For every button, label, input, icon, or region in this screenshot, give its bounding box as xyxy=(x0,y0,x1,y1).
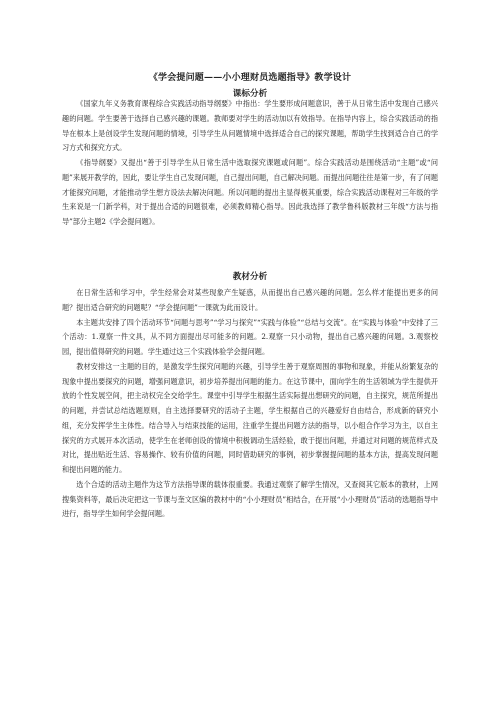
section-heading-curriculum: 课标分析 xyxy=(232,89,268,99)
paragraph: 《国家九年义务教育课程综合实践活动指导纲要》中指出：学生要形成问题意识，善于从日常生活中发现自己感兴趣的问题。学生要善于选择自己感兴趣的课题。教师要对学生的活动加以有效指导。在指导内容上，综合实践活动的指导在根本上是创设学生发现问题的情境，引导学生从问题情境中选择适合自己的探究课题，帮助学生找到适合自己的学习方式和探究方式。 xyxy=(62,99,438,153)
paragraph: 在日常生活和学习中，学生经常会对某些现象产生疑惑，从而提出自己感兴趣的问题。怎么样才能提出更多的问题？提出适合研究的问题呢？“学会提问题”一课就为此而设计。 xyxy=(62,288,438,312)
section-body-textbook xyxy=(62,286,438,522)
document-title: 《学会提问题——小小理财员选题指导》教学设计 xyxy=(148,73,352,83)
paragraph: 《指导纲要》又提出“善于引导学生从日常生活中选取探究课题或问题”。综合实践活动是围绕活动“主题”或“问题”来展开教学的，因此，要让学生自己发现问题，自己提出问题，自己解决问题。而提出问题往往是第一步，有了问题才能探究问题，才能推动学生想方设法去解决问题。所以问题的提出主显得极其重要，综合实践活动课程对三年级的学生来说是一门新学科，对于提出合适的问题很难，必须教师精心指导。因此我选择了教学鲁科版教材三年级“方法与指导”部分主题2《学会提问题》。 xyxy=(62,158,438,226)
paragraph: 选个合适的活动主题作为这节方法指导课的载体很重要。我通过观察了解学生情况，又查阅其它版本的教材，上网搜集资料等，最后决定把这一节课与奎文区编的教材中的“小小理财员”相结合，在开展“小小理财员”活动的选题指导中进行，指导学生如何学会提问题。 xyxy=(62,479,438,519)
paragraph: 教材安排这一主题的目的，是激发学生探究问题的兴趣，引导学生善于观察周围的事物和现象，并能从纷繁复杂的现象中提出要探究的问题，增强问题意识，初步培养提出问题的能力。在这节课中，面向学生的生活领域为学生提供开放的个性发展空间，把主动权完全交给学生。课堂中引导学生根据生活实际提出想研究的问题，自主探究，规范所提出的问题，并尝试总结选题原则，自主选择要研究的活动子主题，学生根据自己的兴趣爱好自由结合，形成新的研究小组，充分发挥学生主体性。结合导入与结束技能的运用，注重学生提出问题方法的指导，以小组合作学习为主，以自主探究的方式展开本次活动，使学生在老师创设的情境中积极调动生活经验，敢于提出问题，并通过对问题的规范样式及对比，提出贴近生活、容易操作、较有价值的问题，同时借助研究的事例，初步掌握提问题的基本方法，提高发现问题和提出问题的能力。 xyxy=(62,361,438,474)
section-body-curriculum xyxy=(62,97,438,230)
paragraph: 本主题共安排了四个活动环节“问题与思考”“学习与探究”“实践与体验”“总结与交流”。在“实践与体验”中安排了三个活动：1.观察一件文具，从不同方面提出尽可能多的问题。2.观察一只小动物，提出自己感兴趣的问题。3.观察校园，提出值得研究的问题。学生通过这三个实践体验学会提问题。 xyxy=(62,317,438,356)
section-heading-textbook: 教材分析 xyxy=(232,272,268,282)
